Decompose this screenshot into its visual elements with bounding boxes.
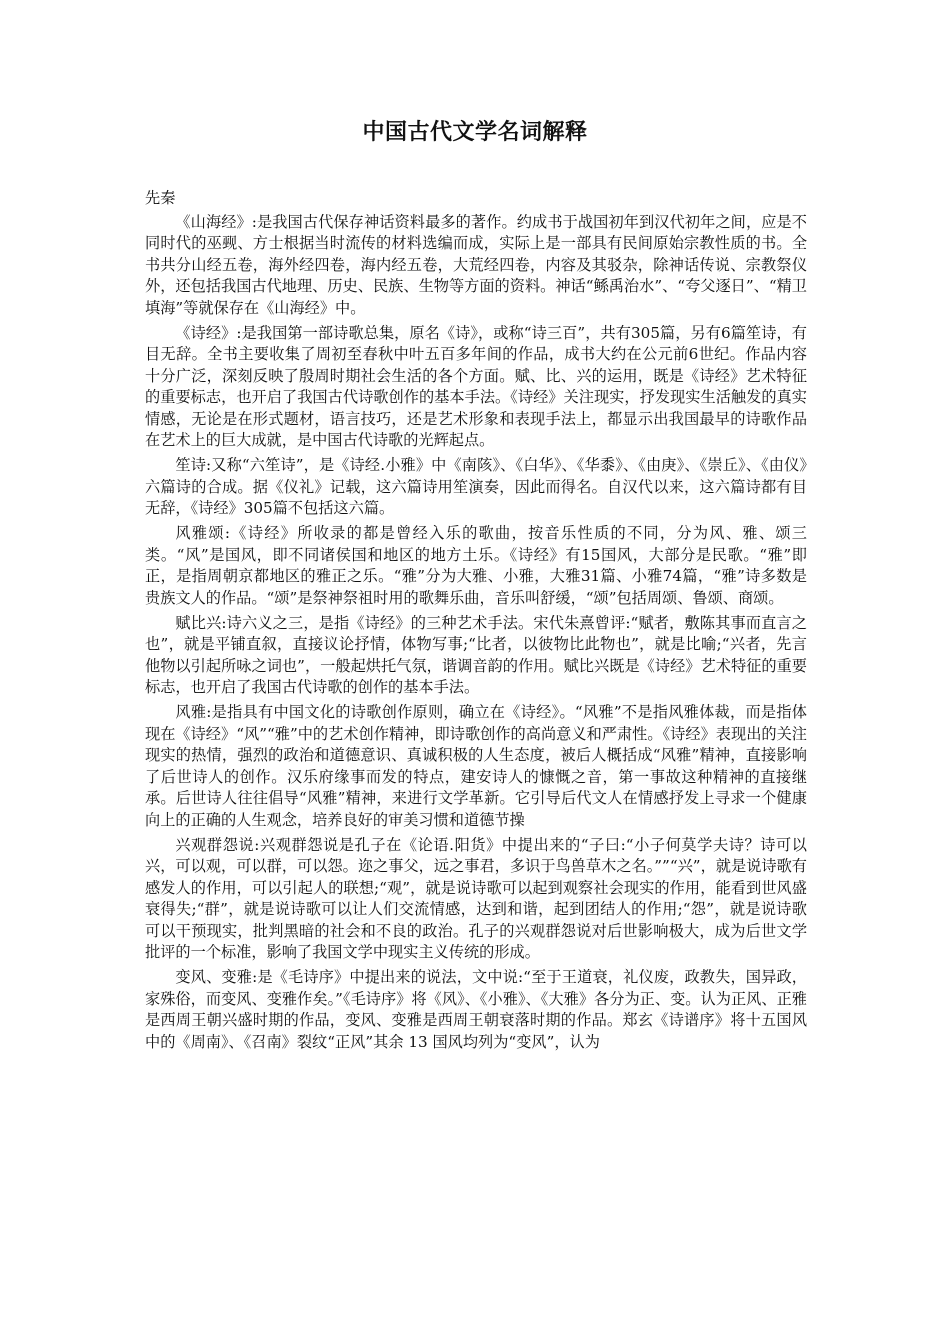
paragraph-fengya: 风雅:是指具有中国文化的诗歌创作原则，确立在《诗经》。“风雅”不是指风雅体裁，而是指体现在《诗经》“风”“雅”中的艺术创作精神，即诗歌创作的高尚意义和严肃性。《诗经》表现出的关注现实的热情，强烈的政治和道德意识、真诚积极的人生态度，被后人概括成“风雅”精神，直接影响了后世诗人的创作。汉乐府缘事而发的特点，建安诗人的慷慨之音，第一事故这种精神的直接继承。后世诗人往往倡导“风雅”精神，来进行文学革新。它引导后代文人在情感抒发上寻求一个健康向上的正确的人生观念，培养良好的审美习惯和道德节操 — [145, 703, 807, 829]
paragraph-xingguanqunyuan: 兴观群怨说:兴观群怨说是孔子在《论语.阳货》中提出来的“子曰:“小子何莫学夫诗？诗可以兴，可以观，可以群，可以怨。迩之事父，远之事君，多识于鸟兽草木之名。””“兴”，就是说诗歌有感发人的作用，可以引起人的联想;“观”，就是说诗歌可以起到观察社会现实的作用，能看到世风盛衰得失;“群”，就是说诗歌可以让人们交流情感，达到和谐，起到团结人的作用;“怨”，就是说诗歌可以干预现实，批判黑暗的社会和不良的政治。孔子的兴观群怨说对后世影响极大，成为后世文学批评的一个标准，影响了我国文学中现实主义传统的形成。 — [145, 835, 807, 961]
paragraph-bianfengbianya: 变风、变雅:是《毛诗序》中提出来的说法，文中说:“至于王道衰，礼仪废，政教失，国异政，家殊俗，而变风、变雅作矣。”《毛诗序》将《风》、《小雅》、《大雅》各分为正、变。认为正风、正雅是西周王朝兴盛时期的作品，变风、变雅是西周王朝衰落时期的作品。郑玄《诗谱序》将十五国风中的《周南》、《召南》裂纹“正风”其余 13 国风均列为“变风”，认为 — [145, 968, 807, 1051]
paragraph-shijing: 《诗经》:是我国第一部诗歌总集，原名《诗》，或称“诗三百”，共有305篇，另有6篇笙诗，有目无辞。全书主要收集了周初至春秋中叶五百多年间的作品，成书大约在公元前6世纪。作品内容十分广泛，深刻反映了殷周时期社会生活的各个方面。赋、比、兴的运用，既是《诗经》艺术特征的重要标志，也开启了我国古代诗歌创作的基本手法。《诗经》关注现实，抒发现实生活触发的真实情感，无论是在形式题材，语言技巧，还是艺术形象和表现手法上，都显示出我国最早的诗歌作品在艺术上的巨大成就，是中国古代诗歌的光辉起点。 — [145, 323, 807, 449]
paragraph-shengshi: 笙诗:又称“六笙诗”，是《诗经.小雅》中《南陔》、《白华》、《华黍》、《由庚》、《崇丘》、《由仪》六篇诗的合成。据《仪礼》记载，这六篇诗用笙演奏，因此而得名。自汉代以来，这六篇诗都有目无辞，《诗经》305篇不包括这六篇。 — [145, 456, 807, 517]
document-title: 中国古代文学名词解释 — [362, 120, 588, 145]
section-heading: 先秦 — [145, 189, 176, 207]
paragraph-fubixing: 赋比兴:诗六义之三，是指《诗经》的三种艺术手法。宋代朱熹曾评:“赋者，敷陈其事而直言之也”，就是平铺直叙，直接议论抒情，体物写事;“比者，以彼物比此物也”，就是比喻;“兴者，先言他物以引起所咏之词也”，一般起烘托气氛，谐调音韵的作用。赋比兴既是《诗经》艺术特征的重要标志，也开启了我国古代诗歌的创作的基本手法。 — [145, 613, 807, 696]
paragraph-shanhaijing: 《山海经》:是我国古代保存神话资料最多的著作。约成书于战国初年到汉代初年之间，应是不同时代的巫觋、方士根据当时流传的材料选编而成，实际上是一部具有民间原始宗教性质的书。全书共分山经五卷，海外经四卷，海内经五卷，大荒经四卷，内容及其驳杂，除神话传说、宗教祭仪外，还包括我国古代地理、历史、民族、生物等方面的资料。神话“鲧禹治水”、“夸父逐日”、“精卫填海”等就保存在《山海经》中。 — [145, 212, 807, 317]
paragraph-fengyasong: 风雅颂:《诗经》所收录的都是曾经入乐的歌曲，按音乐性质的不同，分为风、雅、颂三类。“风”是国风，即不同诸侯国和地区的地方土乐。《诗经》有15国风，大部分是民歌。“雅”即正，是指周朝京都地区的雅正之乐。“雅”分为大雅、小雅，大雅31篇、小雅74篇，“雅”诗多数是贵族文人的作品。“颂”是祭神祭祖时用的歌舞乐曲，音乐叫舒缓，“颂”包括周颂、鲁颂、商颂。 — [145, 524, 807, 607]
document-body — [145, 188, 807, 1057]
